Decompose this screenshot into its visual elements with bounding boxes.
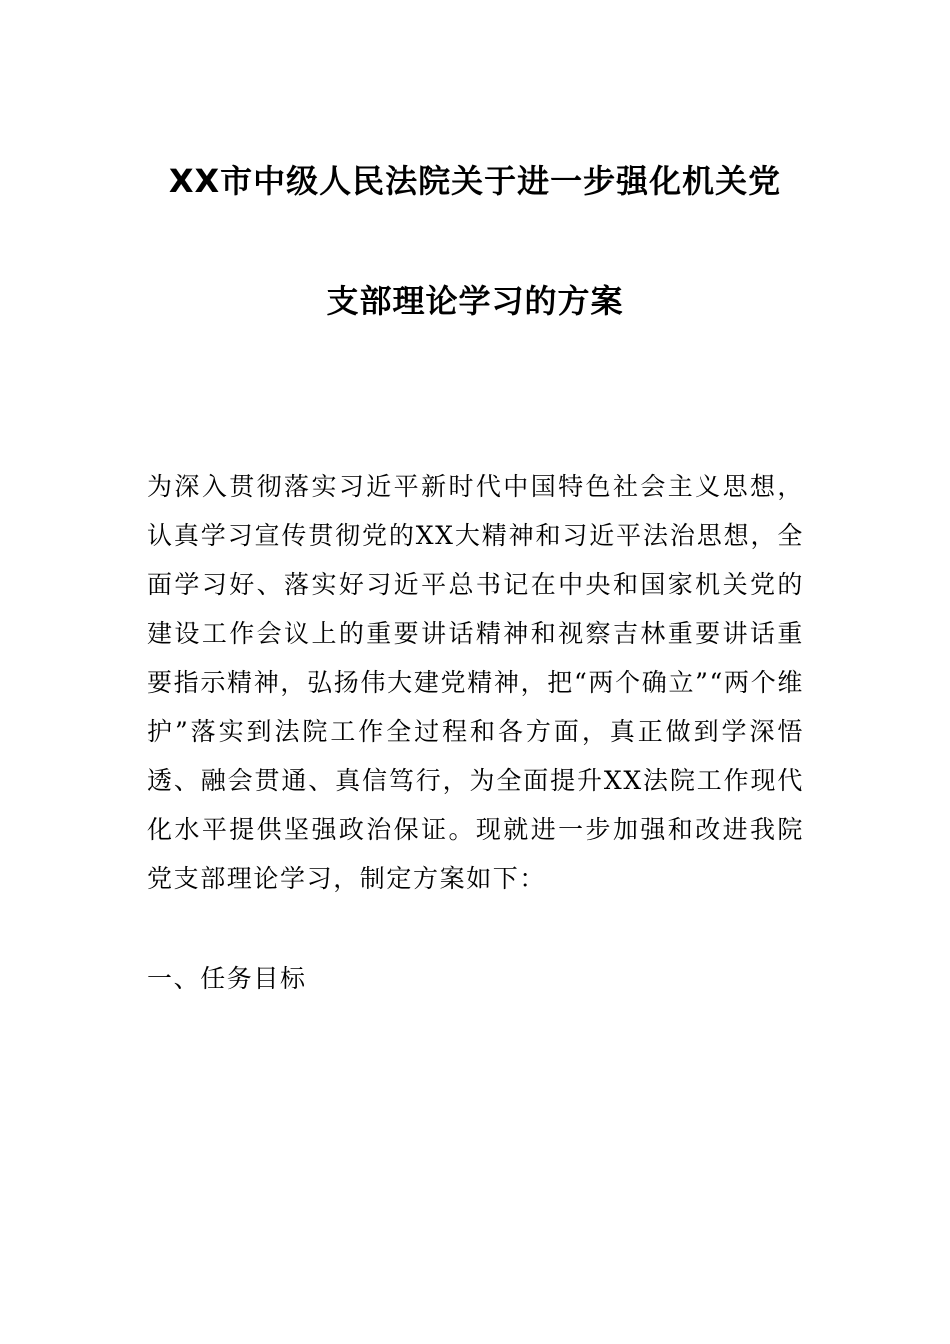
section-heading-task-objectives: 一、任务目标 xyxy=(147,964,307,993)
document-title-line-1: XX市中级人民法院关于进一步强化机关党 xyxy=(168,162,782,200)
document-title-line-2: 支部理论学习的方案 xyxy=(326,282,624,320)
intro-paragraph: 为深入贯彻落实习近平新时代中国特色社会主义思想，认真学习宣传贯彻党的XX大精神和习近平法治思想，全面学习好、落实好习近平总书记在中央和国家机关党的建设工作会议上的重要讲话精神和视察吉林重要讲话重要指示精神，弘扬伟大建党精神，把“两个确立”“两个维护”落实到法院工作全过程和各方面，真正做到学深悟透、融会贯通、真信笃行，为全面提升XX法院工作现代化水平提供坚强政治保证。现就进一步加强和改进我院党支部理论学习，制定方案如下： xyxy=(147,472,804,893)
